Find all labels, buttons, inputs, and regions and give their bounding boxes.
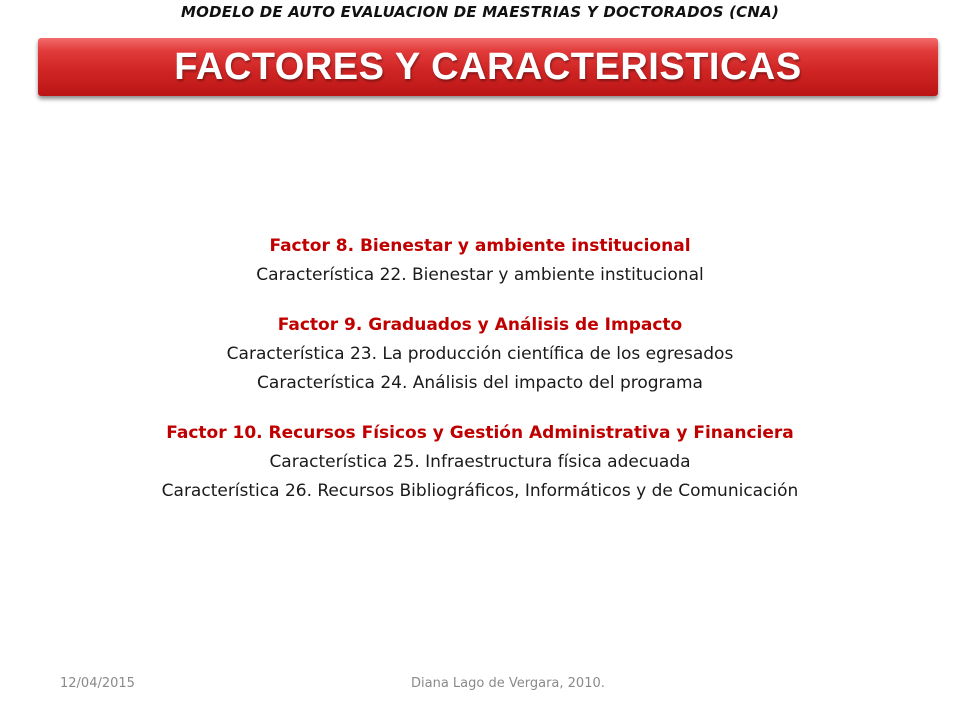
footer-date: 12/04/2015	[60, 676, 135, 691]
factors-list	[0, 232, 960, 527]
slide-supertitle: MODELO DE AUTO EVALUACION DE MAESTRIAS Y DOCTORADOS (CNA)	[180, 3, 780, 21]
characteristic-23: Característica 23. La producción científica de los egresados	[226, 344, 734, 364]
factor-title: Factor 8. Bienestar y ambiente institucional	[269, 236, 691, 256]
factor-8	[0, 232, 960, 290]
characteristic-24: Característica 24. Análisis del impacto del programa	[257, 373, 703, 393]
factor-10	[0, 419, 960, 506]
footer-author: Diana Lago de Vergara, 2010.	[411, 676, 605, 691]
factor-9	[0, 311, 960, 398]
factor-title: Factor 10. Recursos Físicos y Gestión Administrativa y Financiera	[166, 423, 794, 443]
factor-title: Factor 9. Graduados y Análisis de Impacto	[277, 315, 683, 335]
slide-title: FACTORES Y CARACTERISTICAS	[174, 45, 802, 88]
characteristic-25: Característica 25. Infraestructura física adecuada	[269, 452, 691, 472]
characteristic-26: Característica 26. Recursos Bibliográficos, Informáticos y de Comunicación	[161, 481, 799, 501]
title-banner	[38, 38, 938, 96]
characteristic-22: Característica 22. Bienestar y ambiente institucional	[256, 265, 704, 285]
